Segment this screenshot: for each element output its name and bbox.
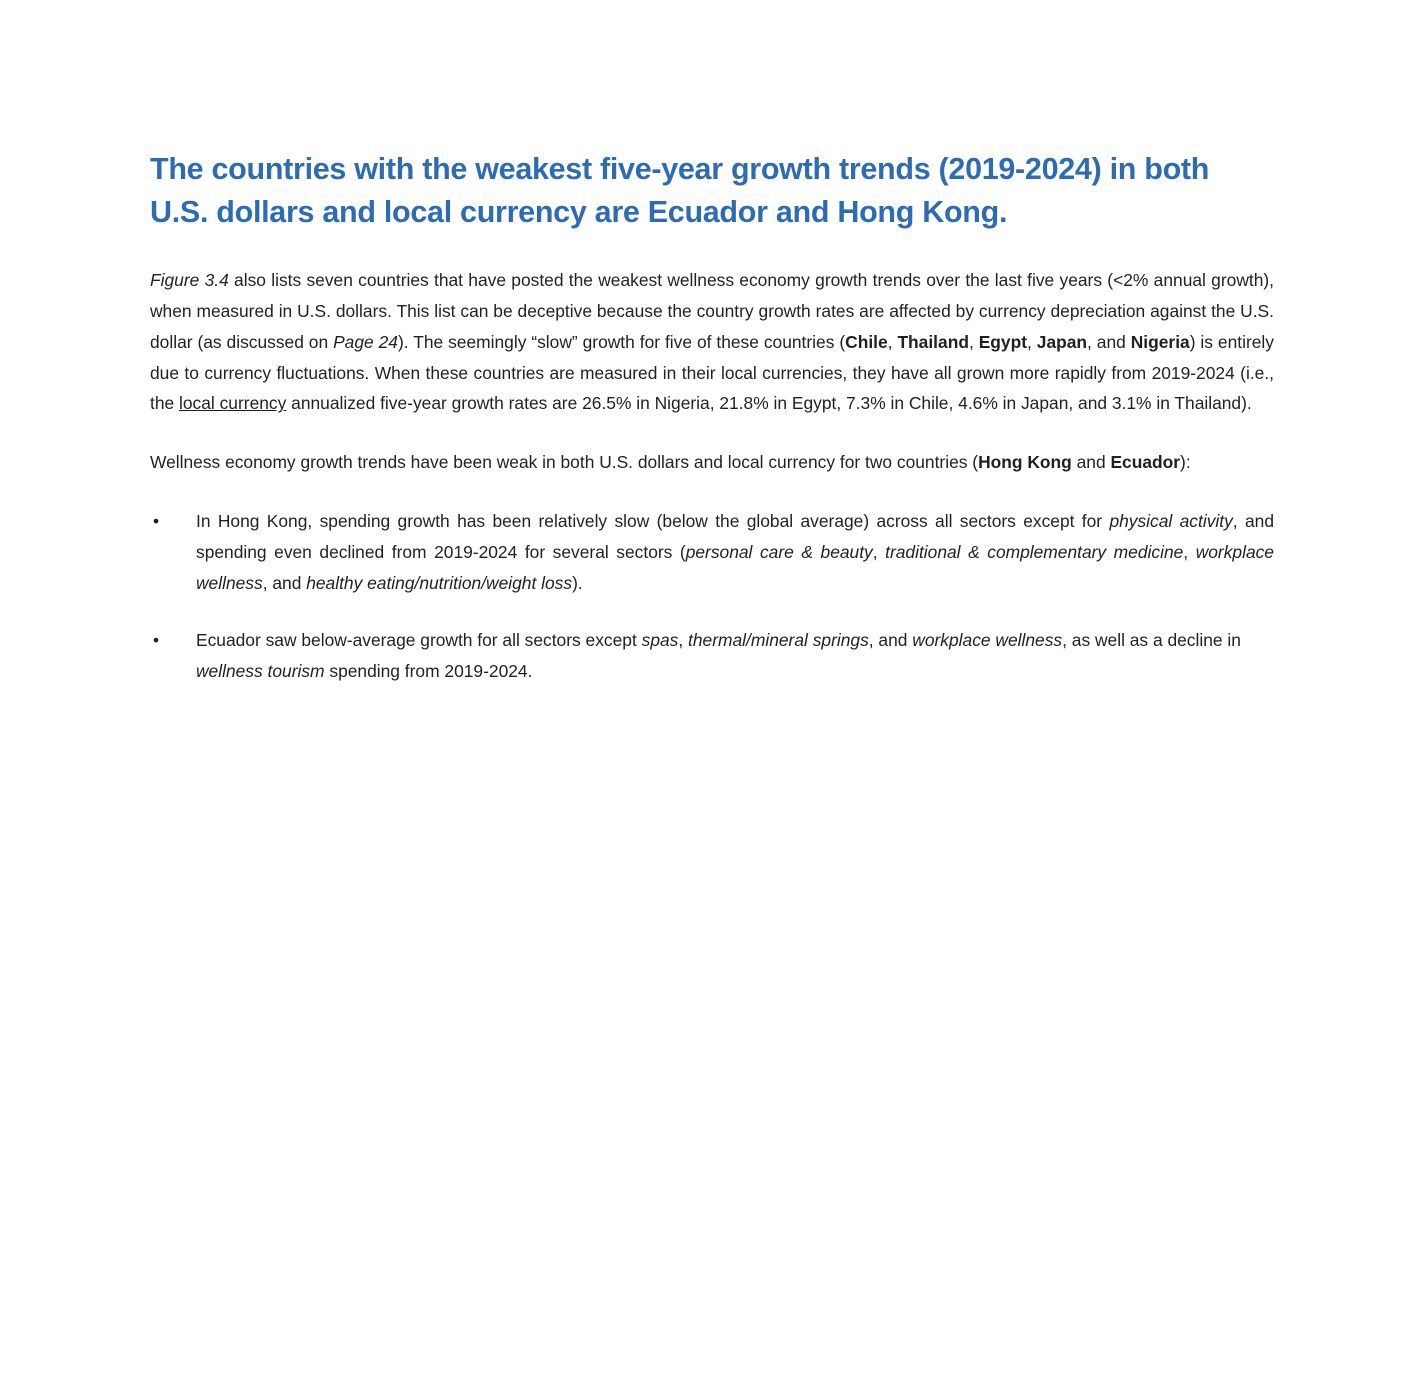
bullet-marker: •	[153, 630, 160, 651]
paragraph-weak-growth-intro: Wellness economy growth trends have been weak in both U.S. dollars and local currency for two countries (Hong Kong and Ecuador):	[150, 452, 1191, 473]
list-item-text-ecuador: Ecuador saw below-average growth for all sectors except spas, thermal/mineral springs, and workplace wellness, as well as a decline in wellness tourism spending from 2019-2024.	[196, 630, 1241, 682]
list-item	[150, 625, 1274, 687]
document-content	[150, 148, 1274, 687]
bullet-list	[150, 506, 1274, 687]
bullet-marker: •	[153, 511, 160, 532]
page-title: The countries with the weakest five-year growth trends (2019-2024) in both U.S. dollars and local currency are Ecuador and Hong Kong.	[150, 152, 1210, 230]
list-item-text-hong-kong: In Hong Kong, spending growth has been relatively slow (below the global average) across all sectors except for physical activity, and spending even declined from 2019-2024 for several sectors (personal care & beauty, traditional & complementary medicine, workplace wellness, and healthy eating/nutrition/weight loss).	[196, 511, 1274, 594]
paragraph-figure-intro: Figure 3.4 also lists seven countries that have posted the weakest wellness economy growth trends over the last five years (<2% annual growth), when measured in U.S. dollars. This list can be deceptive because the country growth rates are affected by currency depreciation against the U.S. dollar (as discussed on Page 24). The seemingly “slow” growth for five of these countries (Chile, Thailand, Egypt, Japan, and Nigeria) is entirely due to currency fluctuations. When these countries are measured in their local currencies, they have all grown more rapidly from 2019-2024 (i.e., the local currency annualized five-year growth rates are 26.5% in Nigeria, 21.8% in Egypt, 7.3% in Chile, 4.6% in Japan, and 3.1% in Thailand).	[150, 269, 1274, 414]
list-item	[150, 506, 1274, 599]
